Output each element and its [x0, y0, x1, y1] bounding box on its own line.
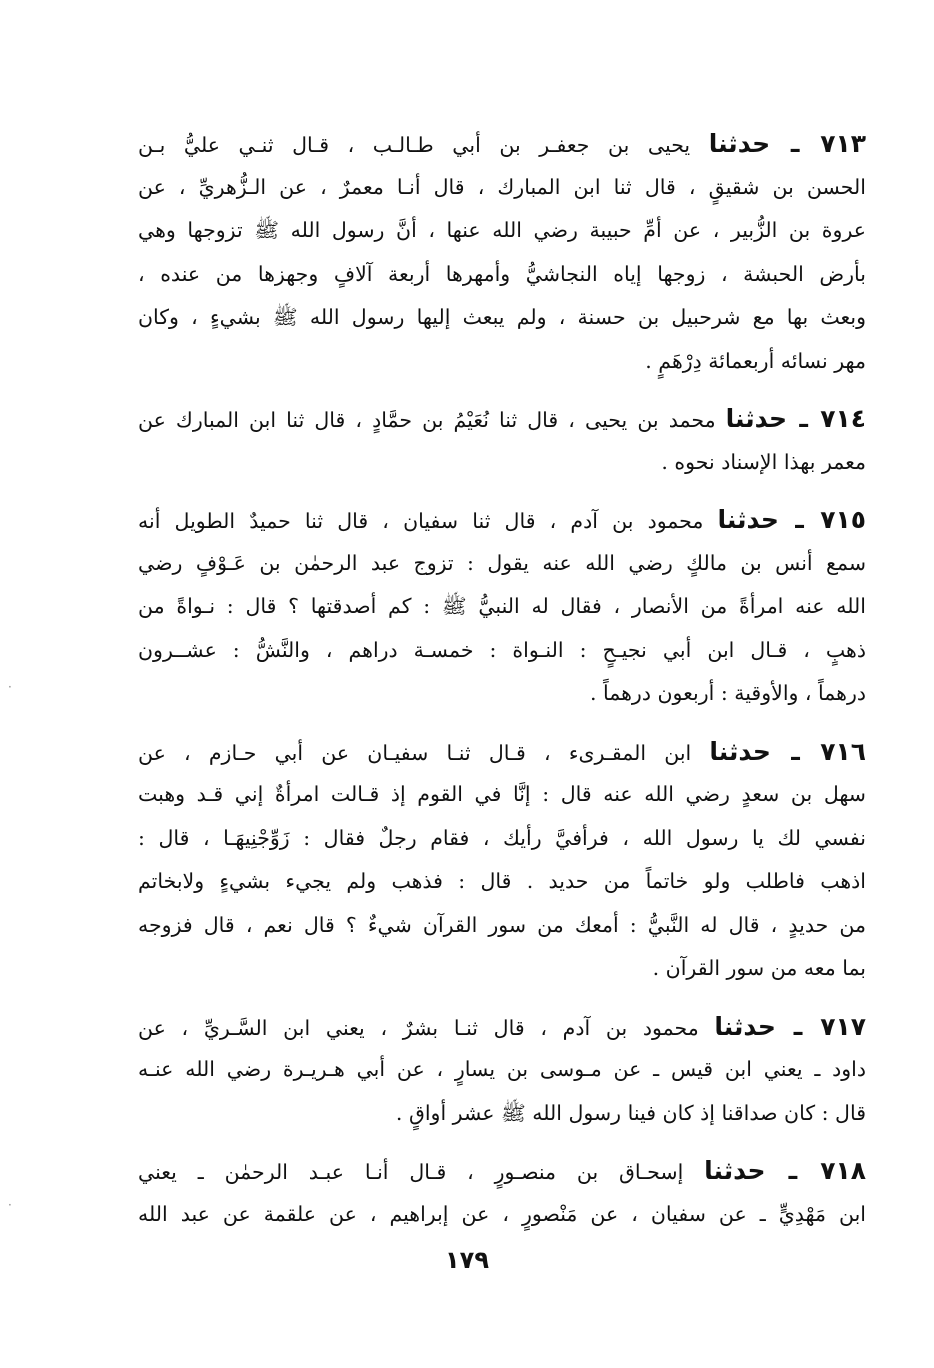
hadith-line: ٧١٦ ـ حدثنا ابن المقـرىء ، قـال ثنـا سفيـان عن أبي حـازم ، عن — [138, 736, 866, 766]
hadith-line: ٧١٨ ـ حدثنا إسحـاق بن منصـورٍ ، قـال أنـا عبـد الرحمٰن ـ يعني — [138, 1156, 866, 1185]
hadith-text: محمد بن يحيى ، قال ثنا نُعَيْمُ بن حمَّادٍ ، قال ثنا ابن المبارك عن — [138, 408, 716, 432]
hadith-line: سمع أنس بن مالكٍ رضي الله عنه يقول : تزوج عبد الرحمٰن بن عَـوْفٍ رضي — [138, 550, 866, 575]
hadith-heading: حدثنا — [708, 129, 771, 158]
hadith-line: درهماً ، والأوقية : أربعون درهماً . — [589, 681, 866, 705]
margin-dot: · — [8, 680, 12, 694]
hadith-line: ذهبٍ ، قـال ابن أبي نجيـحٍ : النـواة : خمسـة دراهم ، والنَّشُّ : عشــرون — [138, 637, 866, 662]
page-number: ١٧٩ — [445, 1246, 489, 1274]
hadith-714 — [138, 397, 866, 484]
hadith-line: معمر بهذا الإسناد نحوه . — [661, 449, 866, 474]
hadith-line: بما معه من سور القرآن . — [652, 956, 866, 980]
hadith-number: ٧١٤ — [820, 404, 866, 433]
hadith-heading: حدثنا — [709, 736, 771, 766]
hadith-line: وبعث بها مع شرحبيل بن حسنة ، ولم يبعث إليها رسول الله ﷺ بشيءٍ ، وكان — [138, 305, 866, 329]
page-text — [138, 122, 866, 1250]
hadith-717 — [138, 1005, 866, 1136]
hadith-heading: حدثنا — [717, 505, 779, 534]
hadith-713 — [138, 122, 866, 383]
hadith-line: بأرض الحبشة ، زوجها إياه النجاشيُّ وأمهرها أربعة آلافٍ وجهزها من عنده ، — [138, 261, 866, 286]
hadith-text: إسحـاق بن منصـورٍ ، قـال أنـا عبـد الرحمٰن ـ يعني — [138, 1160, 684, 1184]
hadith-line: داود ـ يعني ابن قيس ـ عن مـوسى بن يسارٍ ، عن أبي هـريـرة رضي الله عنـه — [138, 1057, 866, 1081]
hadith-line: الله عنه امرأةً من الأنصار ، فقال له النبيُّ ﷺ : كم أصدقتها ؟ قال : نـواةً من — [138, 594, 866, 618]
hadith-716 — [138, 730, 866, 991]
hadith-number: ٧١٦ — [820, 736, 866, 766]
hadith-line: ٧١٣ ـ حدثنا يحيى بن جعفـر بن أبي طـالـب ، قـال ثنـي عليُّ بـن — [138, 129, 866, 158]
hadith-heading: حدثنا — [714, 1011, 776, 1041]
hadith-715 — [138, 498, 866, 716]
hadith-text: محمود بن آدم ، قال ثنا سفيان ، قال ثنا حميدٌ الطويل أنه — [138, 509, 704, 533]
hadith-line: عروة بن الزُّبير ، عن أمِّ حبيبة رضي الله عنها ، أنَّ رسول الله ﷺ تزوجها وهي — [138, 218, 866, 242]
hadith-line: الحسن بن شقيقٍ ، قال ثنا ابن المبارك ، قال أنـا معمرٌ ، عن الـزُّهريِّ ، عن — [138, 174, 866, 199]
hadith-text: ابن المقـرىء ، قـال ثنـا سفيـان عن أبي حـازم ، عن — [138, 740, 692, 765]
hadith-718 — [138, 1149, 866, 1236]
hadith-text: محمود بن آدم ، قال ثنـا بشرٌ ، يعني ابن السَّـريِّ ، عن — [138, 1015, 699, 1040]
hadith-line: ٧١٧ ـ حدثنا محمود بن آدم ، قال ثنـا بشرٌ ، يعني ابن السَّـريِّ ، عن — [138, 1011, 866, 1041]
hadith-line: اذهب فاطلب ولو خاتماً من حديد . قال : فذهب ولم يجيء بشيءٍ ولابخاتم — [138, 869, 866, 893]
margin-dot: · — [8, 1198, 12, 1212]
hadith-line: ابن مَهْدِيٍّ ـ عن سفيان ، عن مَنْصورٍ ، عن إبراهيم ، عن علقمة عن عبد الله — [138, 1201, 866, 1226]
hadith-line: سهل بن سعدٍ رضي الله عنه قال : إنَّا في القوم إذ قـالت امرأةٌ إني قـد وهبت — [138, 782, 866, 806]
hadith-line: ٧١٤ ـ حدثنا محمد بن يحيى ، قال ثنا نُعَيْمُ بن حمَّادٍ ، قال ثنا ابن المبارك عن — [138, 404, 866, 433]
hadith-heading: حدثنا — [704, 1156, 766, 1185]
hadith-line: ٧١٥ ـ حدثنا محمود بن آدم ، قال ثنا سفيان ، قال ثنا حميدٌ الطويل أنه — [138, 505, 866, 534]
hadith-line: نفسي لك يا رسول الله ، فرأفيَّ رأيك ، فقام رجلٌ فقال : زَوِّجْنِيهَـا ، قال : — [138, 825, 866, 850]
hadith-number: ٧١٨ — [820, 1156, 866, 1185]
hadith-line: من حديدٍ ، قال له النَّبيُّ : أمعك من سور القرآن شيءٌ ؟ قال نعم ، قال فزوجه — [138, 912, 866, 937]
hadith-line: قال : كان صداقنا إذ كان فينا رسول الله ﷺ عشر أواقٍ . — [395, 1100, 866, 1125]
hadith-number: ٧١٧ — [820, 1011, 866, 1041]
hadith-heading: حدثنا — [725, 404, 788, 433]
hadith-line: مهر نسائه أربعمائة دِرْهَمٍ . — [645, 348, 866, 373]
hadith-text: يحيى بن جعفـر بن أبي طـالـب ، قـال ثنـي عليُّ بـن — [138, 133, 691, 157]
hadith-number: ٧١٥ — [820, 505, 866, 534]
hadith-number: ٧١٣ — [820, 129, 866, 158]
